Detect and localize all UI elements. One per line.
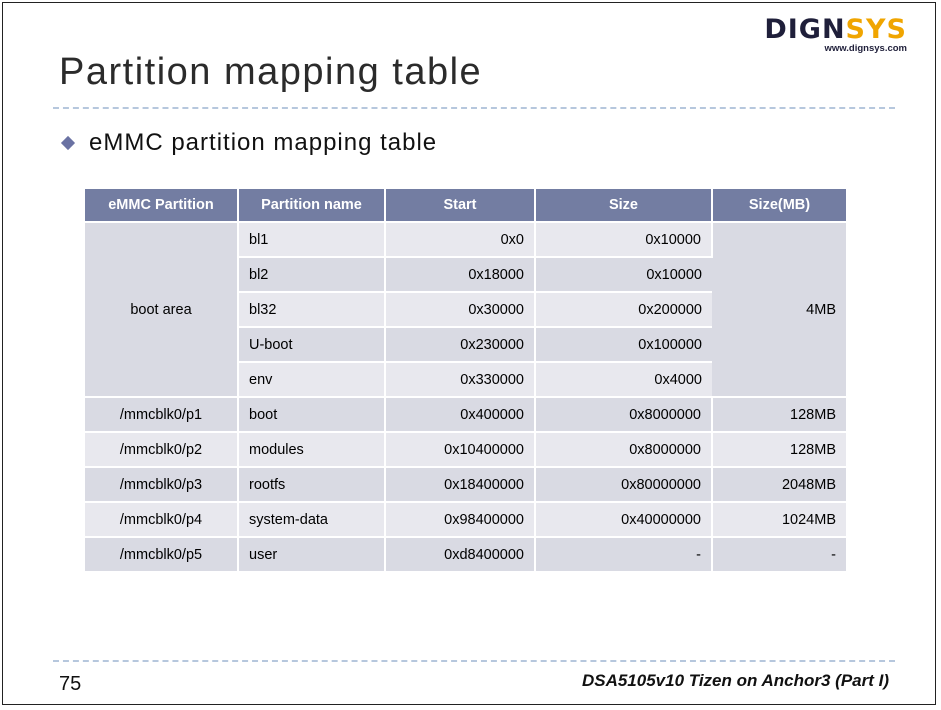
size-cell: 0x8000000 (535, 397, 712, 432)
size-mb-cell: 128MB (712, 397, 846, 432)
table-row (85, 432, 846, 467)
partition-name-cell: env (238, 362, 385, 397)
size-mb-cell: 1024MB (712, 502, 846, 537)
logo-mark (764, 15, 907, 45)
emmc-partition-cell: /mmcblk0/p3 (85, 467, 238, 502)
header-partition-name: Partition name (238, 189, 385, 222)
size-mb-cell: - (712, 537, 846, 572)
emmc-partition-cell: /mmcblk0/p1 (85, 397, 238, 432)
size-cell: 0x10000 (535, 222, 712, 257)
size-cell: 0x10000 (535, 257, 712, 292)
size-cell: 0x40000000 (535, 502, 712, 537)
header-size: Size (535, 189, 712, 222)
start-cell: 0x18000 (385, 257, 535, 292)
boot-area-size-mb-cell: 4MB (712, 222, 846, 397)
emmc-partition-cell: /mmcblk0/p4 (85, 502, 238, 537)
size-mb-cell: 128MB (712, 432, 846, 467)
diamond-bullet-icon (61, 136, 75, 150)
bullet-item (63, 129, 437, 157)
start-cell: 0x400000 (385, 397, 535, 432)
logo-url: www.dignsys.com (824, 43, 907, 54)
partition-name-cell: bl1 (238, 222, 385, 257)
table-row (85, 397, 846, 432)
header-emmc-partition: eMMC Partition (85, 189, 238, 222)
emmc-partition-cell: /mmcblk0/p5 (85, 537, 238, 572)
boot-area-cell: boot area (85, 222, 238, 397)
page-number: 75 (59, 673, 82, 695)
partition-name-cell: rootfs (238, 467, 385, 502)
title-divider (53, 107, 895, 109)
start-cell: 0x98400000 (385, 502, 535, 537)
logo-mark-a: DIGN (764, 14, 846, 45)
partition-name-cell: bl2 (238, 257, 385, 292)
start-cell: 0x30000 (385, 292, 535, 327)
size-mb-cell: 2048MB (712, 467, 846, 502)
header-size-mb: Size(MB) (712, 189, 846, 222)
table-row (85, 467, 846, 502)
table-header-row (85, 189, 846, 222)
table-row (85, 222, 846, 257)
start-cell: 0x0 (385, 222, 535, 257)
start-cell: 0x330000 (385, 362, 535, 397)
partition-name-cell: U-boot (238, 327, 385, 362)
size-cell: 0x200000 (535, 292, 712, 327)
start-cell: 0x10400000 (385, 432, 535, 467)
start-cell: 0xd8400000 (385, 537, 535, 572)
page-title: Partition mapping table (59, 51, 483, 93)
partition-name-cell: bl32 (238, 292, 385, 327)
size-cell: 0x100000 (535, 327, 712, 362)
start-cell: 0x18400000 (385, 467, 535, 502)
partition-name-cell: system-data (238, 502, 385, 537)
footer-title: DSA5105v10 Tizen on Anchor3 (Part I) (581, 671, 889, 690)
size-cell: - (535, 537, 712, 572)
dignsys-logo (764, 15, 907, 54)
emmc-partition-cell: /mmcblk0/p2 (85, 432, 238, 467)
bullet-text: eMMC partition mapping table (89, 129, 438, 156)
table-row (85, 502, 846, 537)
table-row (85, 537, 846, 572)
slide (2, 2, 936, 705)
logo-mark-b: SYS (845, 14, 907, 45)
partition-name-cell: modules (238, 432, 385, 467)
footer-divider (53, 660, 895, 662)
partition-name-cell: boot (238, 397, 385, 432)
size-cell: 0x4000 (535, 362, 712, 397)
size-cell: 0x8000000 (535, 432, 712, 467)
partition-table (85, 189, 846, 573)
start-cell: 0x230000 (385, 327, 535, 362)
partition-name-cell: user (238, 537, 385, 572)
size-cell: 0x80000000 (535, 467, 712, 502)
header-start: Start (385, 189, 535, 222)
